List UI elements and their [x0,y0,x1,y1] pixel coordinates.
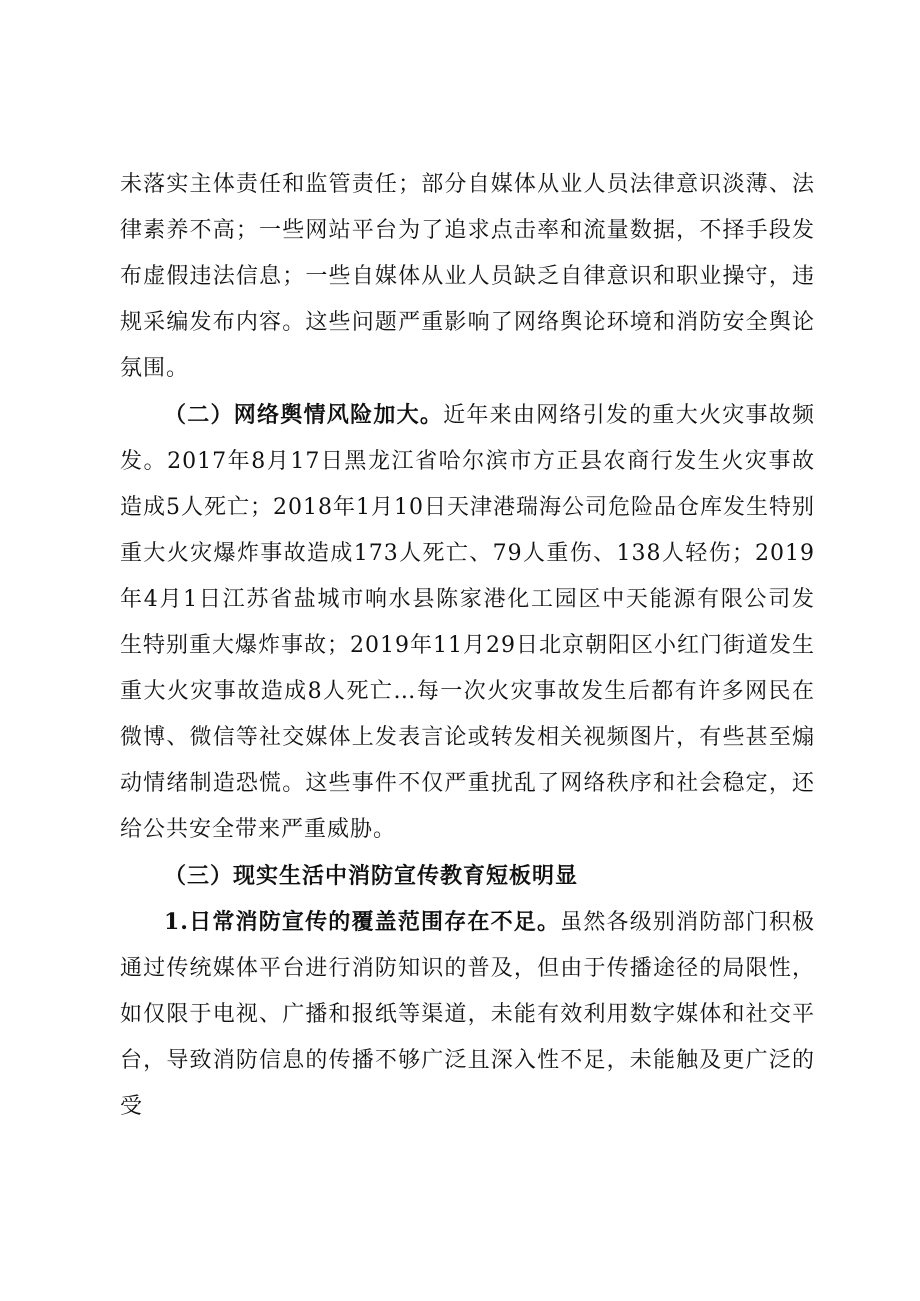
section-heading-two: （二）网络舆情风险加大。 [164,402,444,428]
section-heading-three [120,853,815,899]
paragraph-text: 未落实主体责任和监管责任；部分自媒体从业人员法律意识淡薄、法律素养不高；一些网站平台为了追求点击率和流量数据，不择手段发布虚假违法信息；一些自媒体从业人员缺乏自律意识和职业操守，违规采编发布内容。这些问题严重影响了网络舆论环境和消防安全舆论氛围。 [120,172,815,381]
paragraph-text: 近年来由网络引发的重大火灾事故频发。2017年8月17日黑龙江省哈尔滨市方正县农商行发生火灾事故造成5人死亡；2018年1月10日天津港瑞海公司危险品仓库发生特别重大火灾爆炸事故造成173人死亡、79人重伤、138人轻伤；2019年4月1日江苏省盐城市响水县陈家港化工园区中天能源有限公司发生特别重大爆炸事故；2019年11月29日北京朝阳区小红门街道发生重大火灾事故造成8人死亡…每一次火灾事故发生后都有许多网民在微博、微信等社交媒体上发表言论或转发相关视频图片，有些甚至煽动情绪制造恐慌。这些事件不仅严重扰乱了网络秩序和社会稳定，还给公共安全带来严重威胁。 [120,403,815,842]
subsection-heading-one: 1.日常消防宣传的覆盖范围存在不足。 [164,909,561,935]
document-body [120,162,815,1130]
paragraph-network-risk [120,392,815,853]
paragraph-text: 虽然各级别消防部门积极通过传统媒体平台进行消防知识的普及，但由于传播途径的局限性，如仅限于电视、广播和报纸等渠道，未能有效利用数字媒体和社交平台，导致消防信息的传播不够广泛且深入性不足，未能触及更广泛的受 [120,910,815,1119]
heading-text: （三）现实生活中消防宣传教育短板明显 [164,863,579,889]
paragraph-coverage [120,899,815,1130]
paragraph-responsibility [120,162,815,392]
